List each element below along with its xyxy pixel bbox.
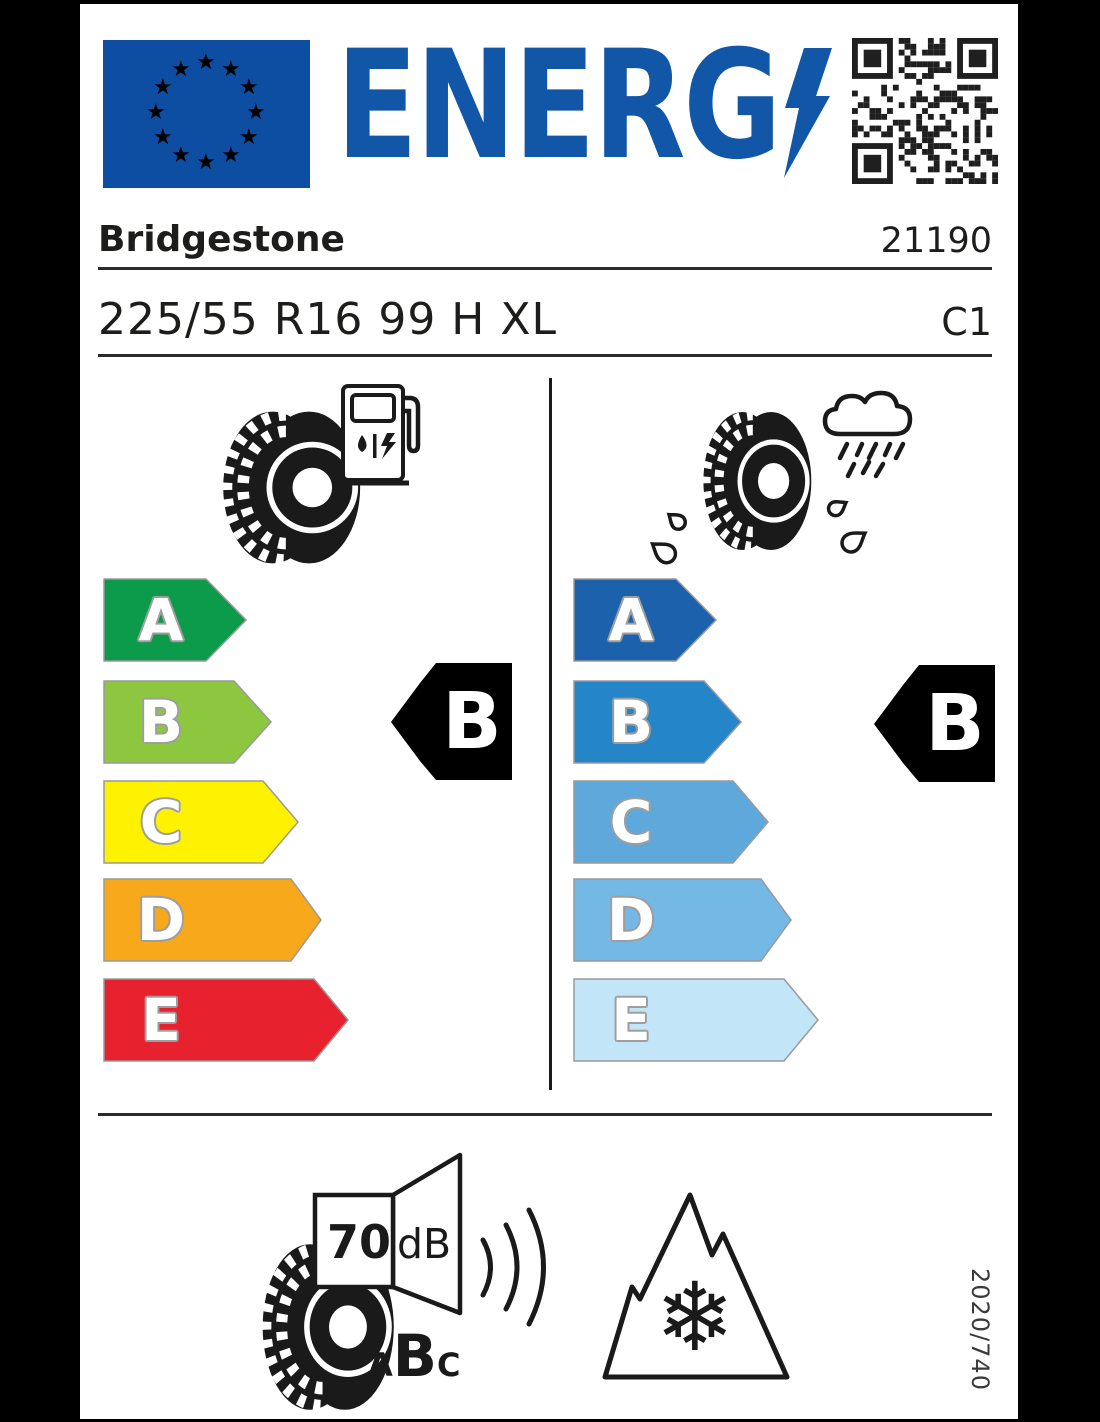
- grade-letter: C: [609, 788, 653, 856]
- eu-flag: [103, 40, 310, 188]
- grade-letter: E: [611, 986, 651, 1054]
- three-peak-mountain-snowflake-icon: [600, 1192, 795, 1384]
- eu-star: ★: [146, 100, 166, 125]
- fuel-scale-arrow-c: [103, 780, 301, 864]
- grade-letter: B: [138, 688, 184, 756]
- eu-star: ★: [239, 125, 259, 150]
- wet-scale-arrow-a: [573, 578, 719, 662]
- grade-letter: D: [606, 886, 656, 954]
- wet-rating-indicator: [873, 664, 997, 784]
- water-splash-icon: [815, 498, 873, 568]
- fuel-scale-arrow-b: [103, 680, 274, 764]
- noise-class-a: A: [368, 1346, 393, 1384]
- fuel-scale-arrow-e: [103, 978, 351, 1062]
- grade-letter: A: [608, 586, 654, 654]
- rain-cloud-icon: [814, 382, 926, 492]
- brand-name: Bridgestone: [98, 219, 345, 260]
- separator-line: [98, 354, 992, 357]
- wet-scale-arrow-c: [573, 780, 771, 864]
- separator-line: [98, 1113, 992, 1116]
- label-body: [80, 0, 1018, 1422]
- regulation-number: 2020/740: [966, 1268, 994, 1391]
- snowflake-glyph: ❄: [655, 1263, 735, 1373]
- wet-scale-arrow-d: [573, 878, 794, 962]
- noise-class-b: B: [392, 1322, 437, 1390]
- noise-class-c: C: [436, 1346, 461, 1384]
- fuel-pump-icon: [335, 380, 427, 495]
- column-divider: [549, 378, 552, 1090]
- wet-rating-letter: B: [925, 679, 985, 769]
- tyre-class: C1: [941, 300, 992, 344]
- grade-letter: B: [608, 688, 654, 756]
- grade-letter: D: [136, 886, 186, 954]
- grade-letter: E: [141, 986, 181, 1054]
- tire-icon: [693, 406, 823, 556]
- eu-star: ★: [171, 143, 191, 168]
- eu-star: ★: [196, 150, 216, 175]
- noise-unit-text: dB: [397, 1220, 452, 1268]
- eu-star: ★: [171, 57, 191, 82]
- separator-line: [98, 267, 992, 270]
- fuel-rating-letter: B: [442, 677, 502, 767]
- eu-star: ★: [196, 50, 216, 75]
- grade-letter: C: [139, 788, 183, 856]
- eu-star: ★: [239, 75, 259, 100]
- wet-scale-arrow-b: [573, 680, 744, 764]
- water-splash-icon: [646, 510, 700, 568]
- lightning-bolt-icon: [774, 48, 838, 180]
- eu-star: ★: [221, 57, 241, 82]
- fuel-scale-arrow-d: [103, 878, 324, 962]
- noise-class-letters: [368, 1322, 461, 1390]
- tyre-size-designation: 225/55 R16 99 H XL: [98, 294, 558, 345]
- fuel-rating-indicator: [390, 662, 514, 782]
- qr-code: [852, 38, 998, 184]
- eu-star: ★: [221, 143, 241, 168]
- speaker-noise-icon: [305, 1145, 555, 1335]
- noise-value-text: 70: [327, 1215, 392, 1269]
- wet-scale-arrow-e: [573, 978, 821, 1062]
- fuel-scale-arrow-a: [103, 578, 249, 662]
- eu-star: ★: [246, 100, 266, 125]
- eu-star: ★: [153, 125, 173, 150]
- eu-star: ★: [153, 75, 173, 100]
- top-border: [0, 0, 1100, 4]
- grade-letter: A: [138, 586, 184, 654]
- energ-logo: ENERG: [336, 19, 780, 193]
- product-identifier: 21190: [880, 221, 992, 261]
